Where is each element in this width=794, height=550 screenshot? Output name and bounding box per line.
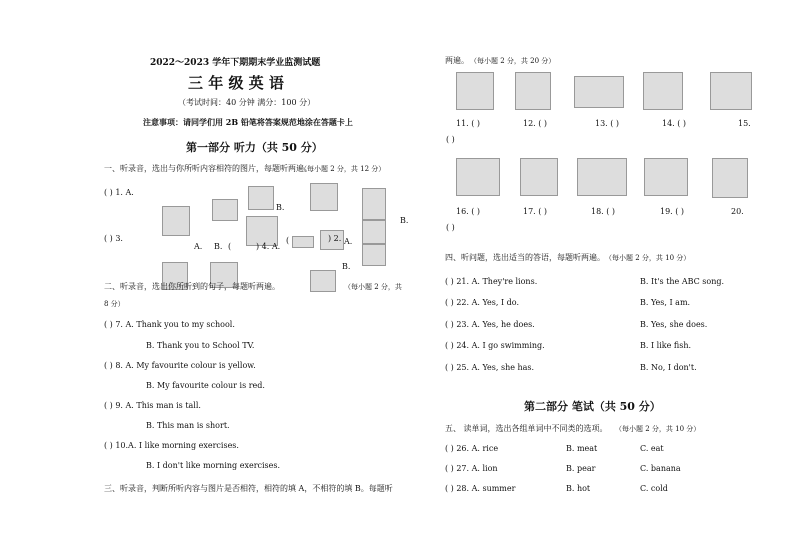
q24-a: ( ) 24. A. I go swimming. xyxy=(445,341,545,350)
q7-b: B. Thank you to School TV. xyxy=(146,341,255,350)
sec4-instruction: 四、听问题，选出适当的答语，每题听两遍。 xyxy=(445,253,605,262)
q10-b: B. I don't like morning exercises. xyxy=(146,461,281,470)
label-20: 20. xyxy=(731,207,744,216)
picture-q1a xyxy=(162,206,190,236)
label-20-paren: ( ) xyxy=(446,223,455,232)
q3-paren: ( xyxy=(228,242,232,251)
q1-label: ( ) 1. A. xyxy=(104,188,134,197)
sec1-instruction: 一、听录音，选出与你所听内容相符的图片，每题听两遍。 xyxy=(104,164,312,173)
q22-a: ( ) 22. A. Yes, I do. xyxy=(445,298,520,307)
exam-meta: （考试时间：40 分钟 满分：100 分） xyxy=(178,98,316,107)
q3-label: ( ) 3. xyxy=(104,234,123,243)
q25-a: ( ) 25. A. Yes, she has. xyxy=(445,363,535,372)
subject-title: 三 年 级 英 语 xyxy=(188,74,284,92)
label-15-paren: ( ) xyxy=(446,135,455,144)
q10-a: ( ) 10.A. I like morning exercises. xyxy=(104,441,239,450)
q27-b: B. pear xyxy=(566,464,596,473)
exam-title: 2022～2023 学年下期期末学业监测试题 xyxy=(150,58,321,68)
picture-rice-bowl xyxy=(292,236,314,248)
q8-a: ( ) 8. A. My favourite colour is yellow. xyxy=(104,361,256,370)
picture-fish-plate xyxy=(362,220,386,244)
q4-label: ) 4. A. xyxy=(256,242,281,251)
label-17: 17. ( ) xyxy=(523,207,548,216)
sec3-continued: 两遍。 xyxy=(445,56,469,65)
sec2-instruction: 二、听录音，选出你所听到的句子，每题听两遍。 xyxy=(104,282,280,291)
q2-label: ) 2. xyxy=(328,234,342,243)
sec1-points: （每小题 2 分，共 12 分） xyxy=(300,165,386,173)
picture-19 xyxy=(644,158,688,196)
q1-b2-label: B. xyxy=(400,216,409,225)
q28-c: C. cold xyxy=(640,484,668,493)
sec2-points-2: 8 分） xyxy=(104,300,125,308)
q23-b: B. Yes, she does. xyxy=(640,320,708,329)
label-15: 15. xyxy=(738,119,751,128)
part2-title: 第二部分 笔试（共 50 分） xyxy=(524,400,661,413)
q1-b-label: B. xyxy=(276,203,285,212)
label-12: 12. ( ) xyxy=(523,119,548,128)
picture-20 xyxy=(712,158,748,198)
q4-paren: ( xyxy=(286,236,290,245)
picture-tiger xyxy=(248,186,274,210)
sec3-instruction: 三、听录音，判断所听内容与图片是否相符，相符的填 A，不相符的填 B。每题听 xyxy=(104,484,393,493)
picture-monkey xyxy=(310,183,338,211)
picture-15 xyxy=(710,72,752,110)
q24-b: B. I like fish. xyxy=(640,341,692,350)
q21-b: B. It's the ABC song. xyxy=(640,277,725,286)
q27-c: C. banana xyxy=(640,464,681,473)
q8-b: B. My favourite colour is red. xyxy=(146,381,265,390)
picture-q4 xyxy=(310,270,336,292)
q3-b-label: B. xyxy=(214,242,223,251)
sec2-points: （每小题 2 分，共 xyxy=(344,283,402,291)
exam-notice: 注意事项：请同学们用 2B 铅笔将答案规范地涂在答题卡上 xyxy=(143,117,353,127)
picture-q2b xyxy=(362,244,386,266)
label-11: 11. ( ) xyxy=(456,119,481,128)
picture-q1b xyxy=(212,199,238,221)
picture-16 xyxy=(456,158,500,196)
q28-a: ( ) 28. A. summer xyxy=(445,484,516,493)
label-18: 18. ( ) xyxy=(591,207,616,216)
picture-17 xyxy=(520,158,558,196)
label-16: 16. ( ) xyxy=(456,207,481,216)
q9-a: ( ) 9. A. This man is tall. xyxy=(104,401,201,410)
sec4-points: （每小题 2 分，共 10 分） xyxy=(605,254,691,262)
label-13: 13. ( ) xyxy=(595,119,620,128)
q2-a-label: A. xyxy=(344,237,353,246)
picture-11 xyxy=(456,72,494,110)
q23-a: ( ) 23. A. Yes, he does. xyxy=(445,320,535,329)
picture-13 xyxy=(574,76,624,108)
sec5-points: （每小题 2 分，共 10 分） xyxy=(615,425,701,433)
q26-b: B. meat xyxy=(566,444,598,453)
q26-c: C. eat xyxy=(640,444,664,453)
label-14: 14. ( ) xyxy=(662,119,687,128)
q22-b: B. Yes, I am. xyxy=(640,298,691,307)
sec3-points: （每小题 2 分，共 20 分） xyxy=(470,57,556,65)
part1-title: 第一部分 听力（共 50 分） xyxy=(186,141,323,154)
q21-a: ( ) 21. A. They're lions. xyxy=(445,277,538,286)
q25-b: B. No, I don't. xyxy=(640,363,697,372)
picture-18 xyxy=(577,158,627,196)
picture-14 xyxy=(643,72,683,110)
q3-a-label: A. xyxy=(194,242,203,251)
sec5-instruction: 五、 读单词，选出各组单词中不同类的选项。 xyxy=(445,424,608,433)
label-19: 19. ( ) xyxy=(660,207,685,216)
q2-b-label: B. xyxy=(342,262,351,271)
q28-b: B. hot xyxy=(566,484,591,493)
picture-12 xyxy=(515,72,551,110)
picture-monkey-2 xyxy=(362,188,386,220)
q27-a: ( ) 27. A. lion xyxy=(445,464,498,473)
q9-b: B. This man is short. xyxy=(146,421,230,430)
q7-a: ( ) 7. A. Thank you to my school. xyxy=(104,320,235,329)
q26-a: ( ) 26. A. rice xyxy=(445,444,499,453)
